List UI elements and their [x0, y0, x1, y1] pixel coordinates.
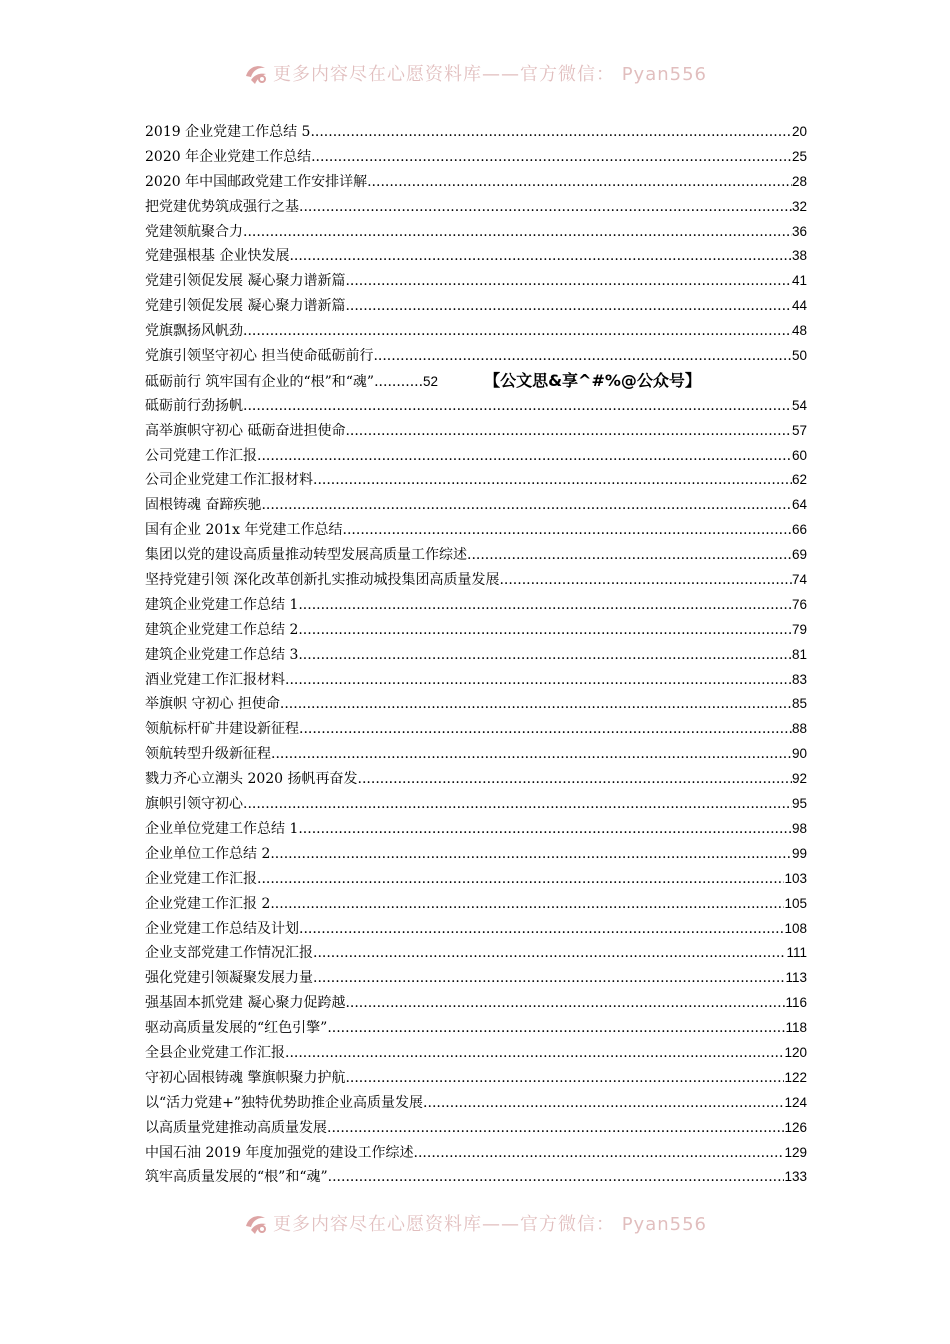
toc-entry[interactable] [145, 668, 807, 693]
toc-entry-page-number: 126 [784, 1119, 807, 1135]
toc-entry-page-number: 103 [784, 870, 807, 886]
toc-dot-leader [373, 344, 792, 369]
toc-dot-leader [313, 966, 785, 991]
toc-dot-leader [311, 145, 792, 170]
toc-entry-title: 建筑企业党建工作总结 3 [145, 646, 299, 663]
toc-dot-leader [243, 792, 792, 817]
toc-entry-page-number: 25 [791, 148, 807, 164]
toc-entry-page-number: 66 [791, 522, 807, 538]
toc-entry-title: 建筑企业党建工作总结 2 [145, 621, 299, 638]
toc-entry-page-number: 38 [791, 248, 807, 264]
toc-entry[interactable] [145, 493, 807, 518]
toc-entry[interactable] [145, 966, 807, 991]
toc-entry-page-number: 98 [791, 820, 807, 836]
toc-entry-page-number: 20 [791, 124, 807, 139]
toc-entry[interactable] [145, 991, 807, 1016]
toc-dot-leader [299, 717, 792, 742]
toc-entry-title: 企业党建工作总结及计划 [145, 920, 299, 937]
toc-dot-leader [310, 120, 792, 145]
toc-entry[interactable] [145, 344, 807, 369]
toc-entry-page-number: 133 [784, 1169, 807, 1185]
toc-entry[interactable] [145, 867, 807, 892]
toc-entry-title: 公司党建工作汇报 [145, 447, 257, 464]
toc-entry-title: 党建引领促发展 凝心聚力谱新篇 [145, 273, 346, 290]
toc-entry-title: 强基固本抓党建 凝心聚力促跨越 [145, 995, 346, 1012]
toc-entry-title: 砥砺前行 筑牢国有企业的“根”和“魂” [145, 373, 375, 390]
toc-entry[interactable] [145, 269, 807, 294]
toc-entry[interactable] [145, 244, 807, 269]
toc-entry-page-number: 83 [791, 671, 807, 687]
toc-entry-page-number: 99 [791, 845, 807, 861]
toc-entry-title: 2019 企业党建工作总结 5 [145, 124, 311, 140]
toc-entry[interactable] [145, 468, 807, 493]
toc-entry-title: 2020 年中国邮政党建工作安排详解 [145, 173, 368, 190]
toc-entry-page-number: 124 [784, 1094, 807, 1110]
toc-entry[interactable] [145, 892, 807, 917]
toc-dot-leader [313, 468, 792, 493]
toc-entry-page-number: 32 [791, 198, 807, 214]
toc-entry-title: 砥砺前行劲扬帆 [145, 397, 243, 414]
toc-entry-title: 企业党建工作汇报 2 [145, 895, 271, 912]
toc-entry-title: 企业单位工作总结 2 [145, 845, 271, 862]
toc-dot-leader [328, 1165, 785, 1190]
toc-entry-page-number: 69 [791, 547, 807, 563]
toc-entry[interactable] [145, 419, 807, 444]
toc-entry-page-number: 79 [791, 621, 807, 637]
toc-entry-title: 固根铸魂 奋蹄疾驰 [145, 497, 262, 514]
toc-entry[interactable] [145, 1116, 807, 1141]
toc-entry-page-number: 116 [785, 995, 807, 1011]
toc-dot-leader [289, 244, 792, 269]
toc-entry-title: 党建领航聚合力 [145, 223, 243, 240]
toc-entry-page-number: 52 [423, 373, 439, 389]
toc-entry[interactable] [145, 593, 807, 618]
toc-entry-page-number: 95 [791, 796, 807, 812]
toc-entry-page-number: 108 [784, 920, 807, 936]
toc-dot-leader [298, 618, 792, 643]
toc-entry-title: 领航标杆矿井建设新征程 [145, 721, 299, 738]
toc-entry-page-number: 44 [791, 298, 807, 314]
toc-entry-page-number: 105 [784, 895, 807, 911]
toc-entry-page-number: 36 [791, 223, 807, 239]
footer-watermark-text: 更多内容尽在心愿资料库——官方微信： Pyan556 [272, 1214, 708, 1235]
toc-entry-title: 举旗帜 守初心 担使命 [145, 696, 280, 713]
toc-entry-page-number: 54 [791, 397, 807, 413]
toc-entry-page-number: 74 [791, 572, 807, 588]
toc-dot-leader [345, 269, 792, 294]
toc-entry-title: 把党建优势筑成强行之基 [145, 198, 299, 215]
toc-entry-title: 党旗引领坚守初心 担当使命砥砺前行 [145, 348, 374, 365]
toc-dot-leader [257, 444, 792, 469]
toc-dot-leader [270, 842, 792, 867]
toc-entry-page-number: 113 [785, 970, 807, 986]
toc-entry-title: 2020 年企业党建工作总结 [145, 148, 312, 165]
toc-entry[interactable] [145, 717, 807, 742]
toc-entry-page-number: 76 [791, 596, 807, 612]
toc-dot-leader [313, 941, 786, 966]
toc-entry-title: 集团以党的建设高质量推动转型发展高质量工作综述 [145, 547, 467, 564]
toc-dot-leader [343, 518, 792, 543]
toc-entry-title: 强化党建引领凝聚发展力量 [145, 970, 313, 987]
header-watermark-banner [0, 60, 950, 86]
toc-entry-page-number: 92 [791, 771, 807, 787]
toc-entry-page-number: 81 [791, 646, 807, 662]
toc-entry-title: 公司企业党建工作汇报材料 [145, 472, 313, 489]
toc-dot-leader [467, 543, 792, 568]
toc-entry[interactable] [145, 692, 807, 717]
toc-entry-page-number: 48 [791, 323, 807, 339]
toc-dot-leader [285, 668, 792, 693]
toc-entry-title: 中国石油 2019 年度加强党的建设工作综述 [145, 1144, 414, 1161]
toc-entry[interactable] [145, 543, 807, 568]
toc-entry-title: 守初心固根铸魂 擎旗帜聚力护航 [145, 1069, 346, 1086]
toc-entry[interactable] [145, 842, 807, 867]
toc-dot-leader [367, 170, 792, 195]
toc-entry-title: 驱动高质量发展的“红色引擎” [145, 1020, 328, 1037]
toc-entry-page-number: 57 [791, 422, 807, 438]
toc-dot-leader [299, 195, 792, 220]
toc-entry[interactable] [145, 444, 807, 469]
toc-entry[interactable] [145, 1165, 807, 1190]
toc-entry-page-number: 62 [791, 472, 807, 488]
toc-dot-leader [298, 643, 792, 668]
toc-entry[interactable] [145, 767, 807, 792]
toc-entry-page-number: 85 [791, 696, 807, 712]
toc-entry-page-number: 28 [791, 173, 807, 189]
toc-dot-leader [261, 493, 792, 518]
toc-entry-title: 建筑企业党建工作总结 1 [145, 596, 299, 613]
toc-entry-title: 戮力齐心立潮头 2020 扬帆再奋发 [145, 771, 358, 788]
toc-entry[interactable] [145, 917, 807, 942]
toc-dot-leader [374, 370, 423, 395]
toc-entry[interactable] [145, 1091, 807, 1116]
toc-dot-leader [414, 1141, 785, 1166]
toc-entry[interactable] [145, 792, 807, 817]
toc-dot-leader [345, 294, 792, 319]
toc-entry-title: 全县企业党建工作汇报 [145, 1044, 285, 1061]
toc-entry-title: 党旗飘扬风帆劲 [145, 323, 243, 340]
toc-entry-title: 领航转型升级新征程 [145, 746, 271, 763]
toc-entry-title: 企业党建工作汇报 [145, 870, 257, 887]
toc-entry-title: 党建引领促发展 凝心聚力谱新篇 [145, 298, 346, 315]
toc-entry-title: 企业单位党建工作总结 1 [145, 820, 299, 837]
toc-entry-page-number: 41 [791, 273, 807, 289]
toc-dot-leader [499, 568, 792, 593]
toc-dot-leader [243, 319, 792, 344]
toc-entry-title: 以高质量党建推动高质量发展 [145, 1119, 327, 1136]
toc-entry-page-number: 88 [791, 721, 807, 737]
toc-dot-leader [327, 1016, 785, 1041]
toc-dot-leader [298, 817, 792, 842]
toc-entry-title: 坚持党建引领 深化改革创新扎实推动城投集团高质量发展 [145, 572, 500, 589]
toc-entry[interactable] [145, 618, 807, 643]
toc-entry-page-number: 129 [784, 1144, 807, 1160]
toc-entry[interactable] [145, 1041, 807, 1066]
toc-entry[interactable] [145, 294, 807, 319]
toc-entry-note: 【公文思&享^#%@公众号】 [484, 370, 701, 390]
toc-entry[interactable] [145, 319, 807, 344]
toc-entry-page-number: 122 [784, 1069, 807, 1085]
toc-entry[interactable] [145, 1016, 807, 1041]
toc-entry-title: 筑牢高质量发展的“根”和“魂” [145, 1169, 328, 1186]
table-of-contents [145, 120, 807, 1190]
toc-dot-leader [271, 742, 792, 767]
toc-entry[interactable] [145, 941, 807, 966]
toc-entry-page-number: 64 [791, 497, 807, 513]
toc-entry[interactable] [145, 195, 807, 220]
toc-entry[interactable] [145, 145, 807, 170]
toc-entry-title: 企业支部党建工作情况汇报 [145, 945, 313, 962]
watermark-logo-icon [243, 1210, 269, 1236]
toc-dot-leader [358, 767, 792, 792]
toc-entry-title: 高举旗帜守初心 砥砺奋进担使命 [145, 422, 346, 439]
toc-dot-leader [257, 867, 784, 892]
toc-dot-leader [243, 394, 792, 419]
toc-entry-title: 酒业党建工作汇报材料 [145, 671, 285, 688]
header-watermark-text: 更多内容尽在心愿资料库——官方微信： Pyan556 [272, 64, 708, 85]
toc-dot-leader [243, 220, 792, 245]
toc-entry-title: 党建强根基 企业快发展 [145, 248, 290, 265]
toc-dot-leader [299, 917, 784, 942]
toc-entry-page-number: 120 [784, 1044, 807, 1060]
toc-entry[interactable] [145, 1141, 807, 1166]
footer-watermark-banner [0, 1210, 950, 1236]
toc-entry[interactable] [145, 568, 807, 593]
toc-entry-page-number: 50 [791, 348, 807, 364]
toc-entry-title: 以“活力党建+”独特优势助推企业高质量发展 [145, 1094, 424, 1111]
toc-entry-page-number: 60 [791, 447, 807, 463]
toc-entry-title: 旗帜引领守初心 [145, 796, 243, 813]
toc-entry[interactable] [145, 394, 807, 419]
watermark-logo-icon [243, 60, 269, 86]
toc-entry[interactable] [145, 170, 807, 195]
toc-entry-page-number: 118 [785, 1020, 807, 1036]
toc-dot-leader [280, 692, 792, 717]
toc-entry[interactable] [145, 1066, 807, 1091]
toc-dot-leader [345, 991, 785, 1016]
toc-entry[interactable] [145, 643, 807, 668]
toc-dot-leader [327, 1116, 784, 1141]
toc-entry[interactable] [145, 817, 807, 842]
toc-entry[interactable] [145, 220, 807, 245]
toc-dot-leader [270, 892, 784, 917]
toc-entry[interactable] [145, 518, 807, 543]
toc-dot-leader [345, 1066, 784, 1091]
toc-entry-page-number: 111 [786, 945, 807, 961]
toc-dot-leader [423, 1091, 784, 1116]
toc-dot-leader [298, 593, 792, 618]
toc-entry[interactable] [145, 742, 807, 767]
toc-dot-leader [285, 1041, 784, 1066]
toc-entry-title: 国有企业 201x 年党建工作总结 [145, 522, 343, 539]
toc-entry[interactable] [145, 120, 807, 145]
toc-dot-leader [345, 419, 792, 444]
toc-entry-page-number: 90 [791, 746, 807, 762]
toc-entry[interactable] [145, 369, 807, 394]
